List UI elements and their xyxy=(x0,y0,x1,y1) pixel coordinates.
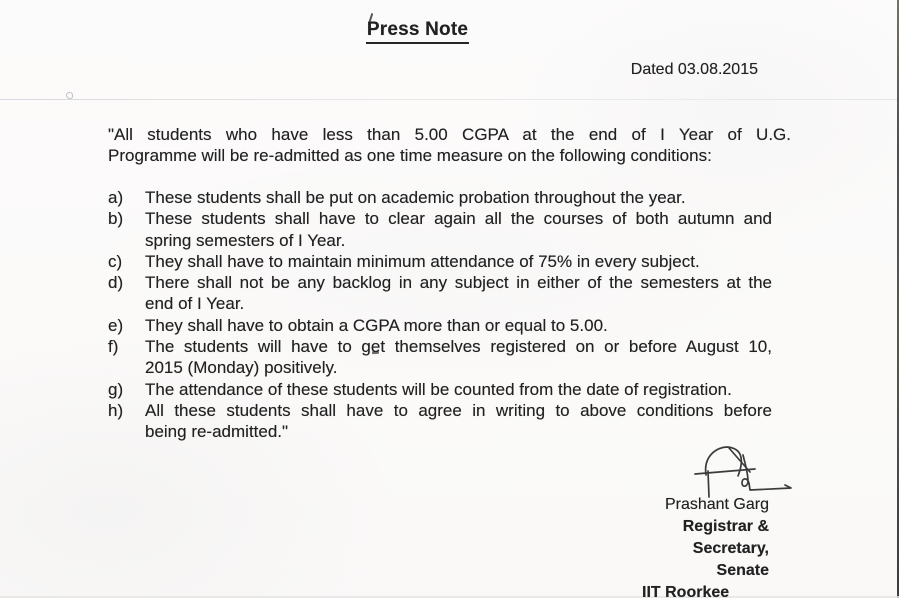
condition-item-a xyxy=(108,187,772,208)
signatory-institute: IIT Roorkee xyxy=(642,584,730,598)
condition-line: end of I Year. xyxy=(145,294,245,314)
condition-marker: d) xyxy=(108,273,124,293)
condition-text xyxy=(145,379,772,400)
condition-line: These students shall have to clear again all the courses of both autumn and xyxy=(145,209,772,229)
condition-marker: g) xyxy=(108,379,124,399)
condition-item-f xyxy=(108,336,772,379)
scan-artifact-line xyxy=(0,99,899,100)
condition-item-b xyxy=(108,208,772,251)
condition-marker: e) xyxy=(108,315,124,335)
conditions-list xyxy=(108,187,772,443)
condition-line: They shall have to maintain minimum attendance of 75% in every subject. xyxy=(145,251,700,271)
page-title xyxy=(330,19,505,44)
condition-item-d xyxy=(108,272,772,315)
signatory-name: Prashant Garg xyxy=(664,496,769,513)
condition-text xyxy=(145,187,772,208)
condition-line: 2015 (Monday) positively. xyxy=(145,358,338,378)
condition-line: The students will have to get themselves registered on or before August 10, xyxy=(145,337,772,357)
condition-item-g xyxy=(108,379,772,400)
condition-text xyxy=(145,208,772,251)
signature-block xyxy=(642,494,769,598)
condition-marker: h) xyxy=(108,400,124,420)
condition-item-e xyxy=(108,315,772,336)
condition-item-c xyxy=(108,251,772,272)
condition-line: The attendance of these students will be counted from the date of registration. xyxy=(145,379,732,399)
intro-line: "All students who have less than 5.00 CGPA at the end of I Year of U.G. xyxy=(108,125,791,144)
condition-marker: f) xyxy=(108,337,119,357)
condition-line: All these students shall have to agree in writing to above conditions before xyxy=(145,400,772,420)
scan-artifact-speck xyxy=(66,92,73,99)
condition-marker: c) xyxy=(108,251,123,271)
condition-text xyxy=(145,336,772,379)
intro-line: Programme will be re-admitted as one time measure on the following conditions: xyxy=(108,146,712,166)
condition-line: They shall have to obtain a CGPA more than or equal to 5.00. xyxy=(145,315,608,335)
condition-line: spring semesters of I Year. xyxy=(145,230,346,250)
condition-line: There shall not be any backlog in any subject in either of the semesters at the xyxy=(145,273,772,293)
intro-paragraph xyxy=(108,124,791,167)
signature-icon xyxy=(692,443,802,501)
condition-item-h xyxy=(108,400,772,443)
condition-marker: a) xyxy=(108,188,124,207)
condition-text xyxy=(145,315,772,336)
condition-line: being re-admitted." xyxy=(145,422,289,442)
condition-text xyxy=(145,272,772,315)
condition-line: These students shall be put on academic probation throughout the year. xyxy=(145,188,686,207)
condition-text xyxy=(145,251,772,272)
condition-text xyxy=(145,400,772,443)
date-stamp: Dated 03.08.2015 xyxy=(630,61,758,78)
page-title-text: Press Note xyxy=(366,19,469,44)
signatory-role: Registrar & xyxy=(682,518,769,535)
signatory-role: Secretary, Senate xyxy=(692,540,769,579)
condition-marker: b) xyxy=(108,209,124,229)
